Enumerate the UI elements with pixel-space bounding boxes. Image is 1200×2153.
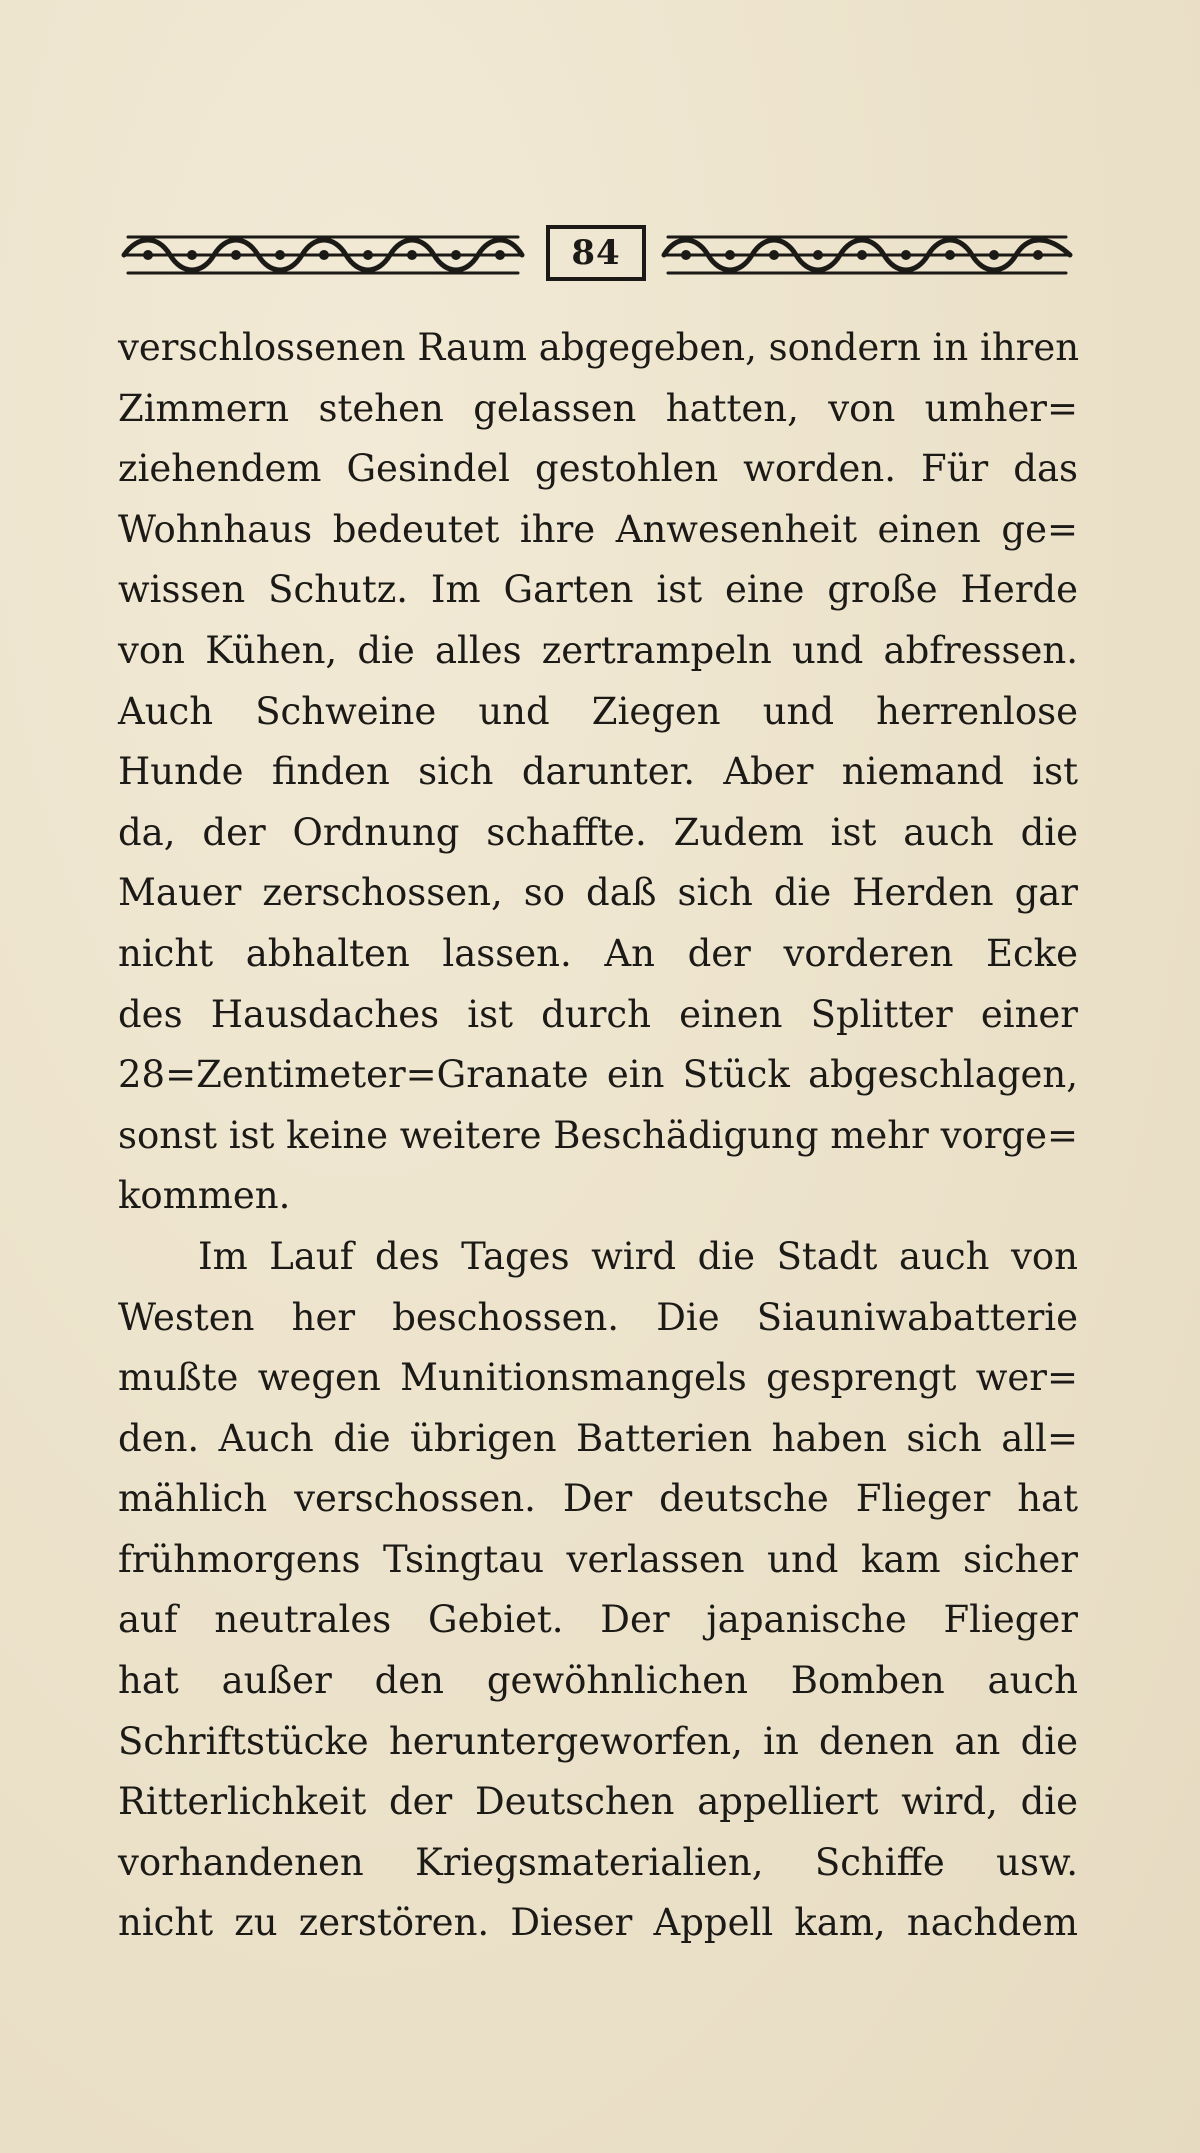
text-line: Im Lauf des Tages wird die Stadt auch von xyxy=(198,1234,1078,1278)
text-line: mußte wegen Munitionsmangels gesprengt wer= xyxy=(118,1356,1078,1400)
text-line: 28=Zentimeter=Granate ein Stück abgeschlagen, xyxy=(118,1053,1078,1097)
text-line: Mauer zerschossen, so daß sich die Herden gar xyxy=(118,871,1078,915)
text-line: auf neutrales Gebiet. Der japanische Flieger xyxy=(118,1598,1078,1642)
page-number: 84 xyxy=(546,225,646,281)
text-line: hat außer den gewöhnlichen Bomben auch xyxy=(118,1659,1078,1703)
text-line: Hunde finden sich darunter. Aber niemand ist xyxy=(118,750,1078,794)
text-line: Zimmern stehen gelassen hatten, von umher= xyxy=(118,386,1078,430)
text-line: den. Auch die übrigen Batterien haben sich all= xyxy=(118,1416,1078,1460)
text-line: nicht abhalten lassen. An der vorderen Ecke xyxy=(118,931,1078,975)
scroll-ornament-left xyxy=(118,229,528,281)
text-line: Wohnhaus bedeutet ihre Anwesenheit einen ge= xyxy=(118,507,1078,551)
text-line: Westen her beschossen. Die Siauniwabatterie xyxy=(118,1295,1078,1339)
text-line: des Hausdaches ist durch einen Splitter einer xyxy=(118,992,1078,1036)
text-line: vorhandenen Kriegsmaterialien, Schiffe usw. xyxy=(118,1840,1078,1884)
text-line: sonst ist keine weitere Beschädigung mehr vorge= xyxy=(118,1113,1079,1157)
text-line: mählich verschossen. Der deutsche Flieger hat xyxy=(118,1477,1078,1521)
text-line: da, der Ordnung schaffte. Zudem ist auch die xyxy=(118,810,1078,854)
page-header xyxy=(118,225,1076,285)
text-line: ziehendem Gesindel gestohlen worden. Für das xyxy=(118,447,1078,491)
text-line: frühmorgens Tsingtau verlassen und kam sicher xyxy=(118,1537,1078,1581)
text-line: von Kühen, die alles zertrampeln und abfressen. xyxy=(118,628,1078,672)
text-line: nicht zu zerstören. Dieser Appell kam, nachdem xyxy=(118,1901,1078,1945)
scroll-ornament-right xyxy=(658,229,1076,281)
text-line: verschlossenen Raum abgegeben, sondern in ihren xyxy=(118,326,1080,369)
text-line: kommen. xyxy=(118,1174,291,1218)
text-line: Auch Schweine und Ziegen und herrenlose xyxy=(118,689,1078,733)
text-line: Ritterlichkeit der Deutschen appelliert wird, die xyxy=(118,1780,1078,1824)
body-text xyxy=(118,318,1078,1954)
text-line: wissen Schutz. Im Garten ist eine große Herde xyxy=(118,568,1078,612)
text-line: Schriftstücke heruntergeworfen, in denen an die xyxy=(118,1719,1078,1763)
